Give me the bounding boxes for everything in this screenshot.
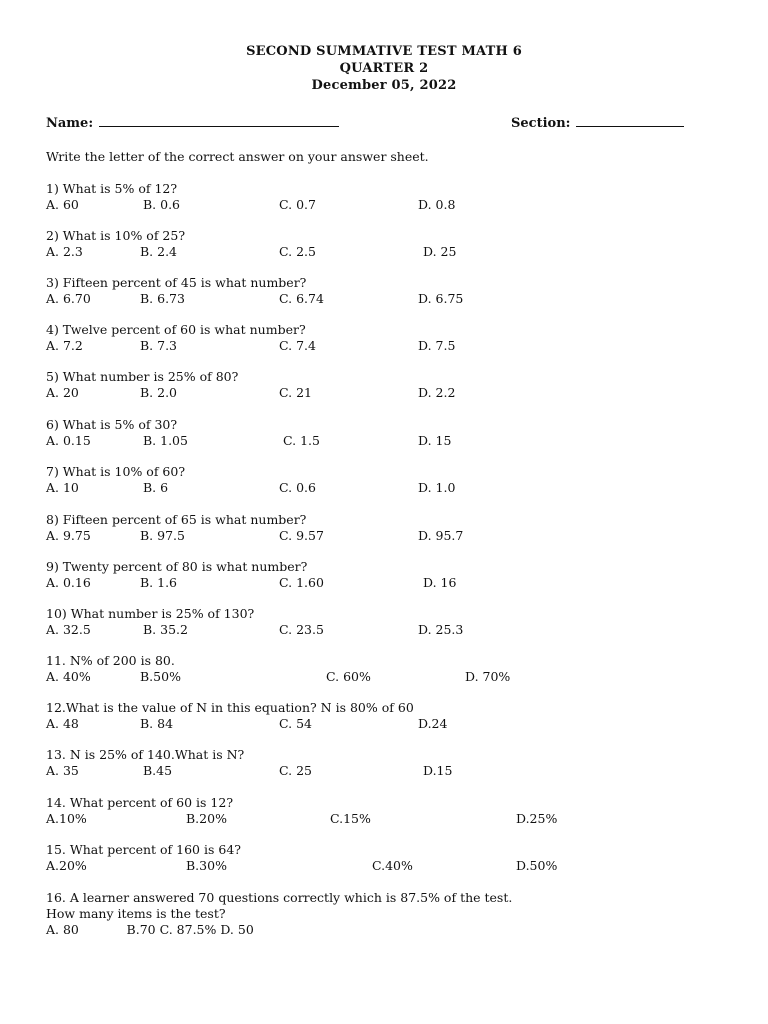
option-c: C. 23.5 [279, 622, 324, 637]
option-d: D. 1.0 [418, 480, 456, 495]
question-1 [46, 181, 456, 213]
option-c: C. 25 [279, 763, 312, 778]
option-b: B. 84 [140, 716, 174, 731]
question-text: 2) What is 10% of 25? [46, 228, 186, 243]
quarter-label: QUARTER 2 [339, 61, 429, 76]
option-b: B. 1.6 [140, 575, 178, 590]
question-12 [46, 700, 448, 732]
option-c: C. 60% [326, 669, 371, 684]
question-text: 11. N% of 200 is 80. [46, 653, 175, 668]
option-d: D. 25 [423, 244, 457, 259]
question-text: 1) What is 5% of 12? [46, 181, 178, 196]
question-9 [46, 559, 457, 591]
option-c: C. 7.4 [279, 338, 316, 353]
option-b: B.50% [140, 669, 181, 684]
name-blank-line[interactable] [99, 114, 339, 127]
question-text: 7) What is 10% of 60? [46, 464, 186, 479]
option-a: A.20% [46, 858, 87, 873]
option-b: B. 6 [143, 480, 169, 495]
question-text: 8) Fifteen percent of 65 is what number? [46, 512, 307, 527]
test-date: December 05, 2022 [311, 78, 457, 93]
option-b: B.20% [186, 811, 227, 826]
option-b: B. 2.0 [140, 385, 178, 400]
test-title: SECOND SUMMATIVE TEST MATH 6 [246, 44, 522, 59]
question-5 [46, 369, 456, 401]
option-a: A. 32.5 [46, 622, 91, 637]
option-b: B.45 [143, 763, 173, 778]
option-a: A. 0.16 [46, 575, 91, 590]
option-b: B. 35.2 [143, 622, 188, 637]
section-label: Section: [511, 116, 571, 131]
option-d: D. 7.5 [418, 338, 456, 353]
question-options: A. 80 B.70 C. 87.5% D. 50 [46, 922, 254, 937]
question-4 [46, 322, 456, 354]
option-a: A. 60 [46, 197, 79, 212]
option-b: B. 7.3 [140, 338, 178, 353]
option-a: A. 6.70 [46, 291, 91, 306]
question-text: 10) What number is 25% of 130? [46, 606, 255, 621]
option-c: C. 1.60 [279, 575, 324, 590]
option-b: B. 97.5 [140, 528, 185, 543]
option-d: D.25% [516, 811, 558, 826]
question-text: 13. N is 25% of 140.What is N? [46, 747, 245, 762]
option-c: C. 2.5 [279, 244, 316, 259]
option-a: A.10% [46, 811, 87, 826]
option-d: D. 0.8 [418, 197, 456, 212]
option-d: D.15 [423, 763, 453, 778]
question-16 [46, 890, 512, 938]
option-d: D. 95.7 [418, 528, 464, 543]
option-c: C. 0.7 [279, 197, 316, 212]
question-11 [46, 653, 511, 685]
option-b: B. 1.05 [143, 433, 188, 448]
option-c: C.40% [372, 858, 413, 873]
question-text: 12.What is the value of N in this equation? N is 80% of 60 [46, 700, 414, 715]
question-text: 3) Fifteen percent of 45 is what number? [46, 275, 307, 290]
option-a: A. 20 [46, 385, 79, 400]
question-text: 9) Twenty percent of 80 is what number? [46, 559, 308, 574]
option-a: A. 10 [46, 480, 79, 495]
question-text: 5) What number is 25% of 80? [46, 369, 239, 384]
question-13 [46, 747, 453, 779]
option-c: C. 21 [279, 385, 312, 400]
question-3 [46, 275, 464, 307]
option-d: D. 70% [465, 669, 511, 684]
question-15 [46, 842, 558, 874]
question-text: 14. What percent of 60 is 12? [46, 795, 234, 810]
option-d: D. 2.2 [418, 385, 456, 400]
question-14 [46, 795, 558, 827]
question-6 [46, 417, 452, 449]
question-text: 15. What percent of 160 is 64? [46, 842, 241, 857]
question-10 [46, 606, 464, 638]
option-d: D. 15 [418, 433, 452, 448]
question-text-continued: How many items is the test? [46, 906, 226, 921]
option-c: C. 6.74 [279, 291, 324, 306]
question-text: 16. A learner answered 70 questions correctly which is 87.5% of the test. [46, 890, 513, 905]
option-c: C. 1.5 [283, 433, 320, 448]
option-a: A. 48 [46, 716, 79, 731]
option-a: A. 40% [46, 669, 91, 684]
question-2 [46, 228, 457, 260]
question-8 [46, 512, 464, 544]
option-a: A. 0.15 [46, 433, 91, 448]
question-text: 4) Twelve percent of 60 is what number? [46, 322, 306, 337]
option-c: C. 0.6 [279, 480, 316, 495]
option-d: D. 16 [423, 575, 457, 590]
option-d: D.50% [516, 858, 558, 873]
option-c: C. 9.57 [279, 528, 324, 543]
option-c: C. 54 [279, 716, 312, 731]
instructions: Write the letter of the correct answer on your answer sheet. [46, 149, 429, 164]
option-b: B. 2.4 [140, 244, 178, 259]
option-a: A. 7.2 [46, 338, 83, 353]
option-d: D.24 [418, 716, 448, 731]
option-a: A. 35 [46, 763, 79, 778]
option-b: B. 0.6 [143, 197, 181, 212]
option-b: B. 6.73 [140, 291, 185, 306]
name-field [46, 114, 339, 131]
question-7 [46, 464, 456, 496]
option-d: D. 25.3 [418, 622, 464, 637]
option-c: C.15% [330, 811, 371, 826]
section-blank-line[interactable] [576, 114, 684, 127]
question-text: 6) What is 5% of 30? [46, 417, 178, 432]
section-field [511, 114, 684, 131]
option-d: D. 6.75 [418, 291, 464, 306]
name-label: Name: [46, 116, 94, 131]
option-a: A. 2.3 [46, 244, 83, 259]
option-b: B.30% [186, 858, 227, 873]
option-a: A. 9.75 [46, 528, 91, 543]
